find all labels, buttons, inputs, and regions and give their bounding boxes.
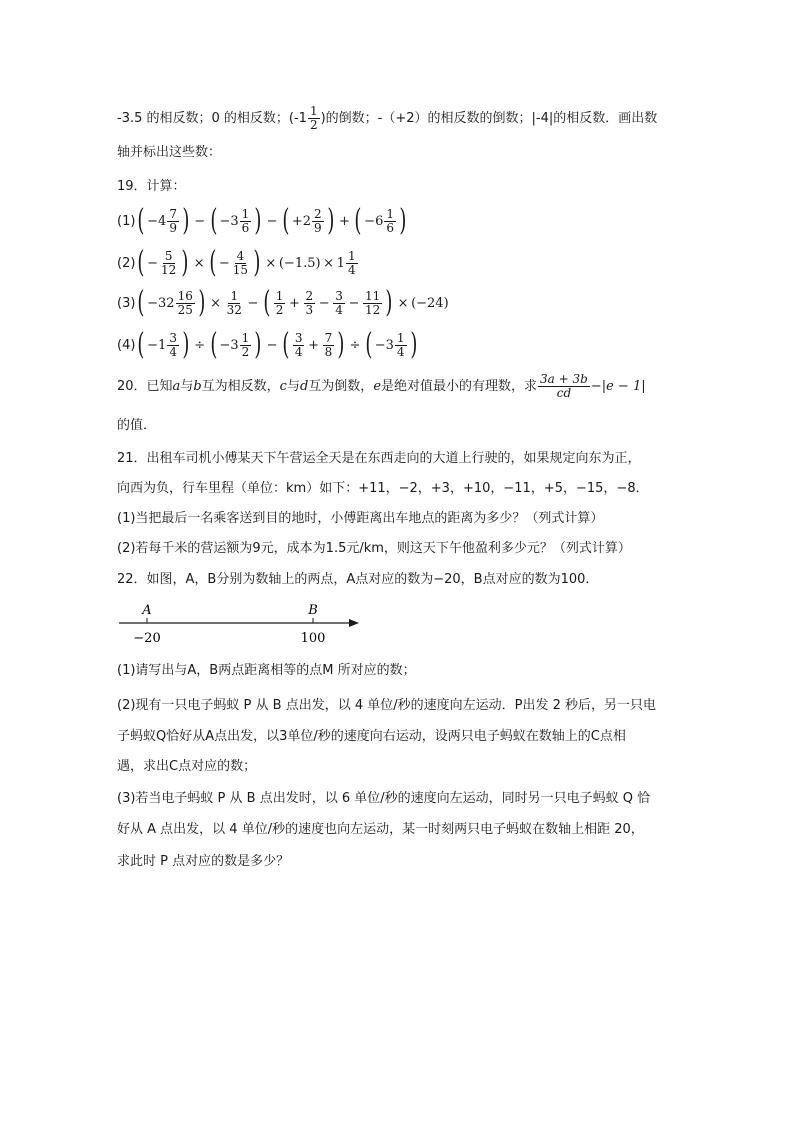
q19-p1-b-den: 6 [241, 220, 250, 235]
q19-p4-a-int: −1 [147, 337, 167, 353]
point-b-value: 100 [300, 631, 326, 646]
q20-frac-den: cd [556, 386, 572, 400]
q20-tail: −|e − 1| [590, 378, 646, 394]
q18-line-1 [117, 105, 657, 132]
q20-text-3: 互为相反数， [201, 378, 280, 394]
q19-problem-2: (2) ( − $\frac{5}{12}$ ) × ( − $\frac{4}{15}$ ) × (−1.5) × 1 $\frac{1}{4}$ [117, 245, 356, 280]
q19-p3-t1-num: 1 [275, 288, 284, 303]
q19-p4-b-den: 2 [241, 344, 250, 359]
q19-p3-label: (3) [117, 295, 136, 311]
q20-line-2: 的值． [117, 418, 157, 433]
q19-p4-a-num: 3 [169, 330, 177, 345]
q21-line-1: 21．出租车司机小傅某天下午营运全天是在东西走向的大道上行驶的，如果规定向东为正， [117, 451, 641, 466]
q19-p2-b-num: 4 [236, 248, 245, 263]
q19-p3-t2-num: 2 [305, 288, 314, 303]
q20-var-e: e [373, 378, 382, 394]
q19-p4-d-int: −3 [374, 337, 394, 353]
q19-p4-d-den: 4 [396, 344, 405, 359]
q19-p3-t4-num: 11 [364, 288, 381, 303]
q19-p2-c: (−1.5) [278, 255, 321, 271]
q19-title: 19．计算： [117, 179, 186, 194]
q18-frac-den: 2 [309, 118, 318, 132]
q19-p1-c-num: 2 [314, 206, 322, 221]
q19-p1-a-den: 9 [169, 220, 177, 235]
q20-var-a: a [172, 378, 181, 394]
q19-p3-t4-den: 12 [364, 302, 381, 317]
q19-p3-a-den: 25 [177, 302, 193, 317]
q19-p3-t2-den: 3 [305, 302, 314, 317]
point-a-value: −20 [133, 631, 161, 646]
q19-p3-a-num: 16 [177, 288, 193, 303]
q20-text-4: 与 [286, 378, 300, 394]
q20-text-6: 是绝对值最小的有理数，求 [381, 378, 538, 394]
q21-line-2: 向西为负，行车里程（单位：km）如下：+11，−2，+3，+10，−11，+5，−15，−8． [117, 481, 649, 496]
q19-p3-a-int: −32 [147, 295, 175, 311]
q18-fraction [308, 105, 320, 132]
q22-part-2-line-3: 遇，求出C点对应的数； [117, 759, 257, 774]
q22-line-1: 22．如图，A，B分别为数轴上的两点，A点对应的数为−20，B点对应的数为100． [117, 572, 599, 587]
q18-line-2: 轴并标出这些数： [117, 145, 222, 160]
q19-p3-b-num: 1 [230, 288, 239, 303]
q19-p2-d-num: 1 [347, 248, 356, 263]
q19-p2-label: (2) [117, 255, 136, 271]
q19-p2-d-den: 4 [347, 262, 356, 277]
q19-p4-label: (4) [117, 337, 136, 353]
q19-p4-t2-den: 8 [324, 344, 333, 359]
point-b-label: B [308, 603, 318, 618]
q19-problem-1: (1) ( −4 $\frac{7}{9}$ ) − ( −3 $\frac{1}{6}$ ) − ( +2 $\frac{2}{9}$ ) + ( −6 $\frac{1}{6}$ ) [117, 203, 407, 238]
number-line-figure [117, 600, 367, 648]
q22-part-2-line-1: (2)现有一只电子蚂蚁 P 从 B 点出发，以 4 单位/秒的速度向左运动．P出发 2 秒后，另一只电 [117, 698, 656, 713]
q19-p2-a-den: 12 [161, 262, 177, 277]
q19-p4-d-num: 1 [396, 330, 405, 345]
q19-p4-t1-den: 4 [294, 344, 303, 359]
q19-p1-b-num: 1 [241, 206, 250, 221]
q19-p3-t3-num: 3 [335, 288, 343, 303]
q19-p4-t2-num: 7 [324, 330, 333, 345]
q19-p4-t1-num: 3 [294, 330, 303, 345]
q18-frac-num: 1 [309, 104, 318, 118]
q20-frac-num: 3a + 3b [540, 372, 588, 386]
q22-part-3-line-1: (3)若当电子蚂蚁 P 从 B 点出发时，以 6 单位/秒的速度向左运动，同时另一只电子蚂蚁 Q 恰 [117, 791, 651, 806]
q19-p3-t1-den: 2 [275, 302, 284, 317]
q19-p3-b-den: 32 [226, 302, 242, 317]
q22-part-2-line-2: 子蚂蚁Q恰好从A点出发，以3单位/秒的速度向右运动，设两只电子蚂蚁在数轴上的C点相 [117, 729, 626, 744]
q19-problem-4: (4) ( −1 $\frac{3}{4}$ ) ÷ ( −3 $\frac{1}{2}$ ) − ( $\frac{3}{4}$ + $\frac{7}{8}$ ) ÷ ( −3 $\frac{1}{4}$ ) [117, 327, 417, 362]
q20-text-5: 互为倒数， [308, 378, 374, 394]
point-a-label: A [142, 603, 152, 618]
q19-p1-a-int: −4 [147, 213, 167, 229]
q20-text-2: 与 [180, 378, 194, 394]
q19-p4-a-den: 4 [169, 344, 177, 359]
q20-var-d: d [299, 378, 309, 394]
q19-p1-c-den: 9 [314, 220, 322, 235]
q19-p2-b-den: 15 [232, 262, 249, 277]
q21-part-2: (2)若每千米的营运额为9元，成本为1.5元/km，则这天下午他盈利多少元？（列式计算） [117, 541, 631, 556]
q19-p1-b-int: −3 [219, 213, 239, 229]
q20-fraction [538, 373, 590, 400]
q19-problem-3: (3) ( −32 $\frac{16}{25}$ ) × $\frac{1}{32}$ − ( $\frac{1}{2}$ + $\frac{2}{3}$ − $\frac{3}{4}$ − $\frac{11}{12}$ ) × (−24) [117, 285, 449, 320]
q19-p1-d-num: 1 [386, 206, 394, 221]
q19-p1-a-num: 7 [169, 206, 177, 221]
q19-p1-c-int: +2 [291, 213, 311, 229]
q19-p3-t3-den: 4 [335, 302, 343, 317]
q20-var-b: b [193, 378, 202, 394]
q19-p2-a-num: 5 [164, 248, 173, 263]
q19-p1-d-int: −6 [364, 213, 384, 229]
q20-line-1 [117, 373, 646, 400]
q19-p4-b-int: −3 [219, 337, 239, 353]
q19-p4-b-num: 1 [241, 330, 250, 345]
q19-p3-c: (−24) [411, 295, 449, 311]
q19-p1-label: (1) [117, 213, 136, 229]
q19-p1-d-den: 6 [386, 220, 394, 235]
q19-p2-d-int: 1 [336, 255, 345, 271]
q22-part-1: (1)请写出与A，B两点距离相等的点M 所对应的数； [117, 663, 416, 678]
q21-part-1: (1)当把最后一名乘客送到目的地时，小傅距离出车地点的距离为多少？（列式计算） [117, 511, 604, 526]
q20-text-1: 20．已知 [117, 378, 173, 394]
q22-part-3-line-3: 求此时 P 点对应的数是多少？ [117, 854, 290, 869]
q18-text-a: -3.5 的相反数；0 的相反数；(-1 [117, 110, 307, 126]
q18-text-b: )的倒数；-（+2）的相反数的倒数；|-4|的相反数．画出数 [320, 110, 658, 126]
q20-var-c: c [279, 378, 287, 394]
q22-part-3-line-2: 好从 A 点出发，以 4 单位/秒的速度也向左运动，某一时刻两只电子蚂蚁在数轴上相距 20， [117, 822, 644, 837]
arrow-right-icon [349, 619, 359, 627]
